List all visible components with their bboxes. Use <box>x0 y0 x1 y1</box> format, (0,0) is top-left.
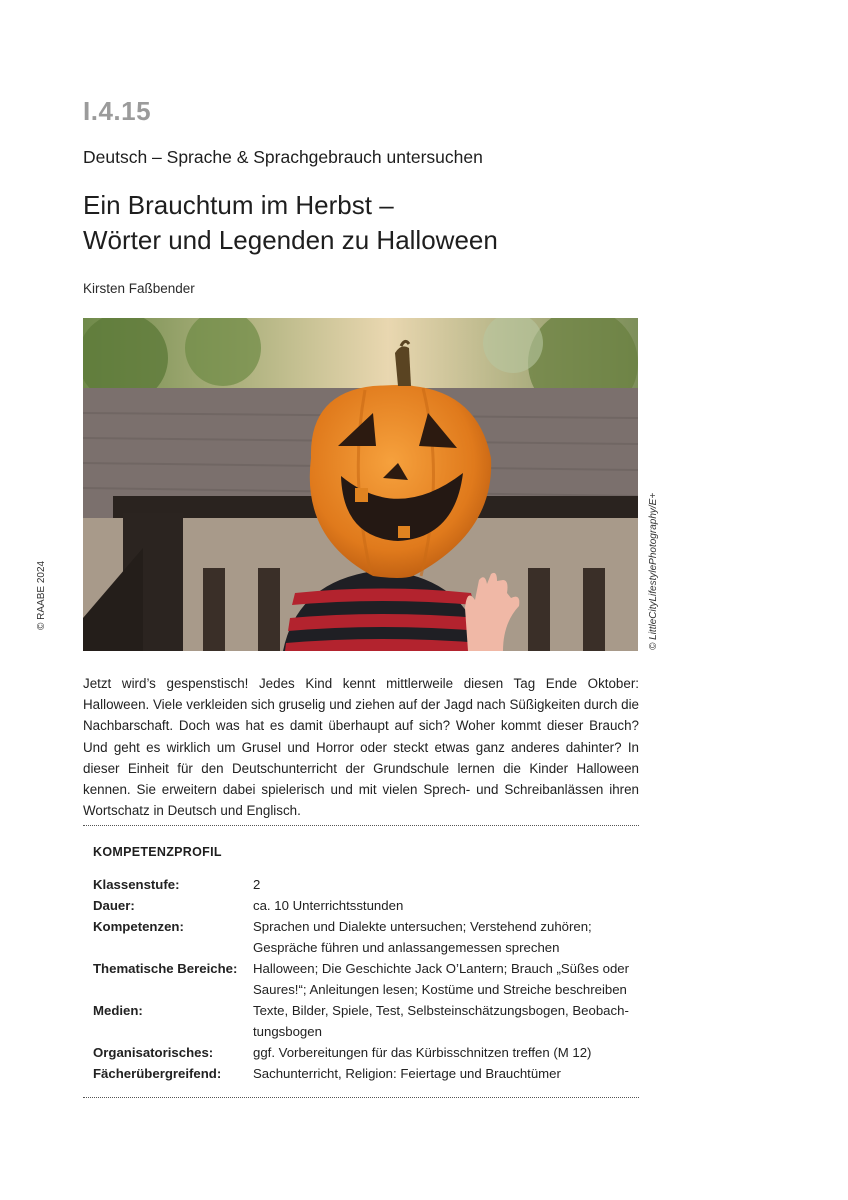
profile-label: Thematische Bereiche: <box>93 961 238 976</box>
divider-bottom <box>83 1097 639 1098</box>
profile-row <box>93 916 633 958</box>
intro-text: Jetzt wird’s gespenstisch! Jedes Kind kennt mittlerweile diesen Tag Ende Oktober: Halloween. Viele verkleiden sich gruselig und ziehen auf der Jagd nach Süßigkeiten durch die Nachbarschaft. Doch was hat es damit überhaupt auf sich? Woher kommt dieser Brauch? Und geht es wirklich um Grusel und Horror oder steckt etwas ganz anderes dahinter? In dieser Einheit für den Deutschunterricht der Grundschule lernen die Kinder Halloween kennen. Sie erweitern dabei spielerisch und mit vielen Sprech- und Schreibanlässen ihren Wortschatz in Deutsch und Englisch. <box>83 676 639 819</box>
profile-value: 2 <box>253 877 261 892</box>
profile-value: Halloween; Die Geschichte Jack O’Lantern; Brauch „Süßes oder Saures!“; Anleitungen lesen; Kostüme und Streiche beschreiben <box>253 961 630 997</box>
profile-heading: KOMPETENZPROFIL <box>93 845 222 859</box>
title-line-1: Ein Brauchtum im Herbst – <box>83 190 394 220</box>
profile-row <box>93 895 633 916</box>
author: Kirsten Faßbender <box>83 281 195 296</box>
photo-credit: © LittleCityLifestylePhotography/E+ <box>648 492 659 650</box>
profile-label: Medien: <box>93 1003 143 1018</box>
profile-value: ggf. Vorbereitungen für das Kürbisschnitzen treffen (M 12) <box>253 1045 592 1060</box>
copyright-note: © RAABE 2024 <box>36 560 47 630</box>
profile-row <box>93 1063 633 1084</box>
profile-row <box>93 874 633 895</box>
profile-row <box>93 958 633 1000</box>
page-title <box>83 188 498 258</box>
profile-label: Klassenstufe: <box>93 877 180 892</box>
profile-value: ca. 10 Unterrichtsstunden <box>253 898 404 913</box>
profile-label: Kompetenzen: <box>93 919 184 934</box>
profile-value: Sachunterricht, Religion: Feiertage und Brauchtümer <box>253 1066 561 1081</box>
competence-profile <box>93 874 633 1084</box>
subject-line: Deutsch – Sprache & Sprachgebrauch untersuchen <box>83 147 483 167</box>
profile-row <box>93 1000 633 1042</box>
profile-row <box>93 1042 633 1063</box>
profile-label: Dauer: <box>93 898 135 913</box>
profile-value: Texte, Bilder, Spiele, Test, Selbsteinschätzungsbogen, Beobach-tungsbogen <box>253 1003 629 1039</box>
profile-label: Organisatorisches: <box>93 1045 214 1060</box>
profile-label: Fächerübergreifend: <box>93 1066 222 1081</box>
profile-value: Sprachen und Dialekte untersuchen; Verstehend zuhören; Gespräche führen und anlassangemessen sprechen <box>253 919 592 955</box>
divider-top <box>83 825 639 826</box>
title-line-2: Wörter und Legenden zu Halloween <box>83 225 498 255</box>
unit-code: I.4.15 <box>83 96 152 126</box>
halloween-photo <box>83 318 638 651</box>
